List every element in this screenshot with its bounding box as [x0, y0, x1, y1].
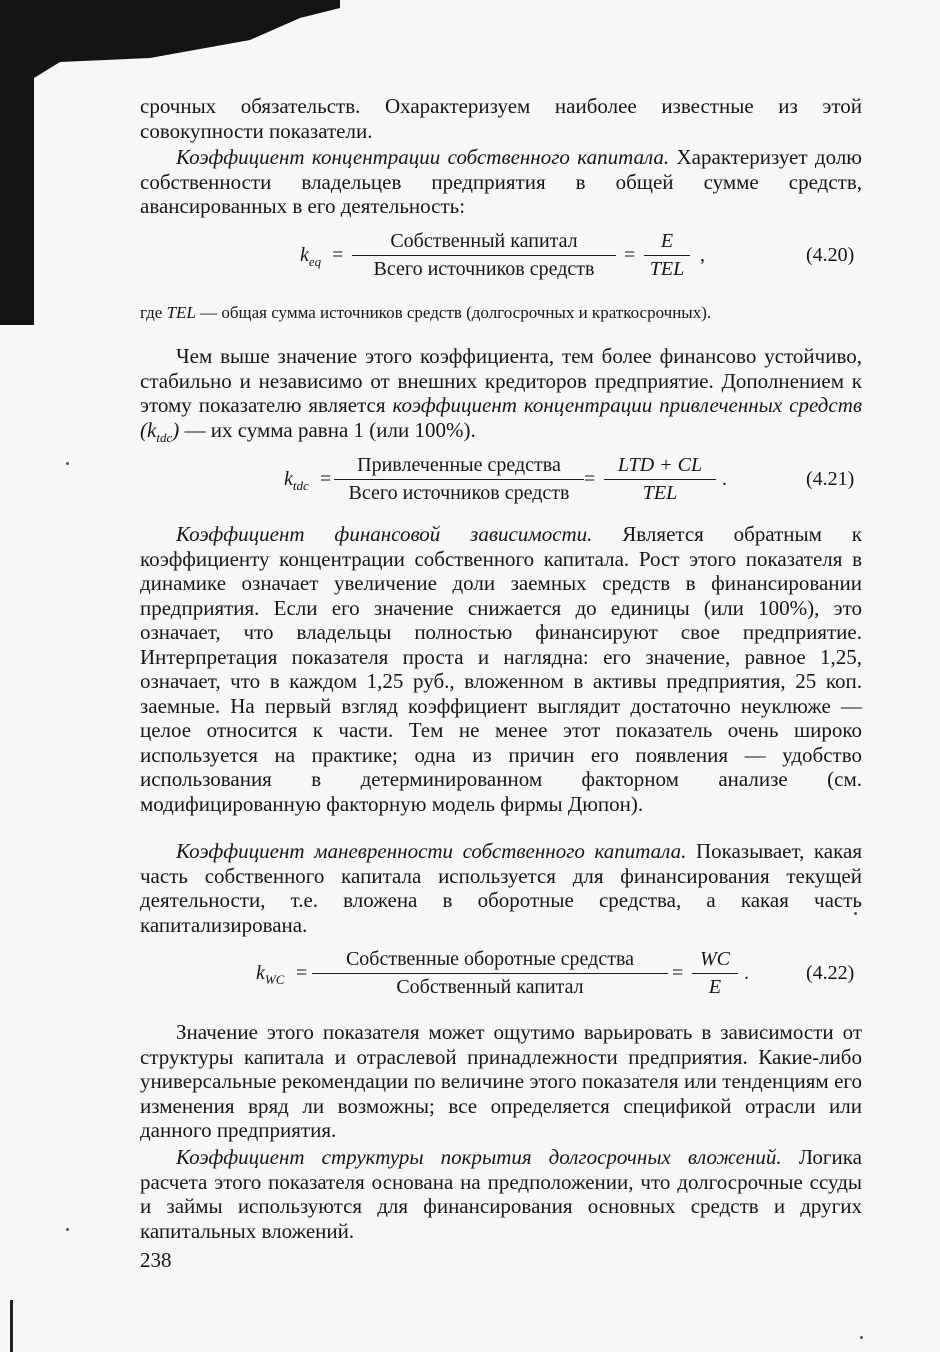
note-text: — общая сумма источников средств (долгосрочных и краткосрочных). [195, 303, 712, 322]
fraction-denominator: TEL [642, 482, 678, 504]
inline-subscript: tdc [156, 429, 173, 445]
term-equity-maneuverability: Коэффициент маневренности собственного капитала. [176, 839, 687, 863]
formula-4-21 [0, 450, 940, 510]
fraction-numerator: Собственные оборотные средства [312, 948, 668, 974]
paragraph-4-tail: — их сумма равна 1 (или 100%). [179, 417, 476, 442]
inline-variable: k [147, 417, 157, 442]
fraction-denominator: Всего источников средств [348, 482, 570, 504]
paragraph-5 [140, 522, 862, 816]
equals-sign: = [320, 468, 332, 490]
paragraph-2-text: Характеризует долю собственности владельцев предприятия в общей сумме средств, авансированных в его деятельность: [140, 145, 862, 218]
paragraph-1 [140, 94, 862, 143]
formula-number: (4.20) [806, 244, 855, 266]
paragraph-6-text: Показывает, какая часть собственного капитала используется для финансирования текущей деятельности, т.е. вложена в оборотные средства, а какая часть капитализирована. [140, 839, 862, 937]
scan-speck [860, 1336, 863, 1339]
paragraph-1-text: срочных обязательств. Охарактеризуем наиболее известные из этой совокупности показатели. [140, 94, 862, 143]
formula-punctuation: . [722, 468, 727, 490]
formula-number: (4.22) [806, 962, 855, 984]
paragraph-7 [140, 1020, 862, 1143]
formula-punctuation: . [744, 962, 749, 984]
term-long-term-coverage: Коэффициент структуры покрытия долгосрочных вложений. [176, 1145, 782, 1169]
fraction-denominator: Собственный капитал [396, 976, 584, 998]
equals-sign: = [584, 468, 596, 490]
inline-bracket: ) [172, 417, 180, 442]
fraction-numerator: E [644, 230, 690, 256]
fraction-numerator: Собственный капитал [352, 230, 616, 256]
formula-var: k [300, 244, 309, 266]
page-number: 238 [140, 1248, 172, 1272]
fraction-denominator: E [708, 976, 722, 998]
paragraph-8-text: Логика расчета этого показателя основана на предположении, что долгосрочные ссуды и займы используются для финансирования основных средств и других капитальных вложений. [140, 1145, 862, 1243]
fraction-denominator: Всего источников средств [373, 258, 595, 280]
paragraph-3 [140, 302, 862, 323]
scan-shadow-top [0, 0, 340, 78]
formula-punctuation: , [700, 244, 705, 266]
formula-subscript: eq [308, 254, 322, 269]
note-prefix: где [140, 303, 167, 322]
formula-4-20 [0, 226, 940, 286]
fraction-numerator: Привлеченные средства [334, 454, 584, 480]
paragraph-8 [140, 1145, 862, 1243]
paragraph-6 [140, 839, 862, 937]
term-borrowed-concentration: коэффициент концентрации привлеченных средств ( [140, 393, 862, 442]
equals-sign: = [296, 962, 308, 984]
paragraph-4 [140, 344, 862, 450]
fraction-numerator: LTD + CL [604, 454, 716, 480]
equals-sign: = [624, 244, 636, 266]
paragraph-7-text: Значение этого показателя может ощутимо варьировать в зависимости от структуры капитала и отраслевой принадлежности предприятия. Какие-либо универсальные рекомендации по величине этого показателя или тенденциям его изменения вряд ли возможны; все определяется спецификой отрасли или данного предприятия. [140, 1020, 862, 1142]
note-variable: TEL [166, 303, 196, 322]
term-financial-dependence: Коэффициент финансовой зависимости. [176, 522, 593, 546]
scan-mark-bottom [10, 1300, 13, 1352]
fraction-denominator: TEL [649, 258, 685, 280]
paragraph-2 [140, 145, 862, 219]
formula-subscript: tdc [292, 478, 309, 493]
paragraph-4-text: Чем выше значение этого коэффициента, тем более финансово устойчиво, стабильно и независимо от внешних кредиторов предприятие. Дополнением к этому показателю является [140, 344, 862, 417]
term-equity-concentration: Коэффициент концентрации собственного капитала. [176, 145, 670, 169]
equals-sign: = [672, 962, 684, 984]
formula-number: (4.21) [806, 468, 855, 490]
fraction-numerator: WC [692, 948, 738, 974]
scan-speck [66, 1228, 69, 1231]
formula-var: k [256, 962, 265, 984]
equals-sign: = [332, 244, 344, 266]
formula-subscript: WC [264, 972, 285, 987]
formula-4-22 [0, 944, 940, 1004]
paragraph-5-text: Является обратным к коэффициенту концентрации собственного капитала. Рост этого показателя в динамике означает увеличение доли заемных средств в финансировании предприятия. Если его значение снижается до единицы (или 100%), это означает, что владельцы полностью финансируют свое предприятие. Интерпретация показателя проста и наглядна: его значение, равное 1,25, означает, что в каждом 1,25 руб., вложенном в активы предприятия, 25 коп. заемные. На первый взгляд коэффициент выглядит достаточно неуклюже — целое относится к части. Тем не менее этот показатель очень широко используется на практике; одна из причин его появления — удобство использования в детерминированном факторном анализе (см. модифицированную факторную модель фирмы Дюпон). [140, 522, 862, 816]
formula-var: k [284, 468, 293, 490]
